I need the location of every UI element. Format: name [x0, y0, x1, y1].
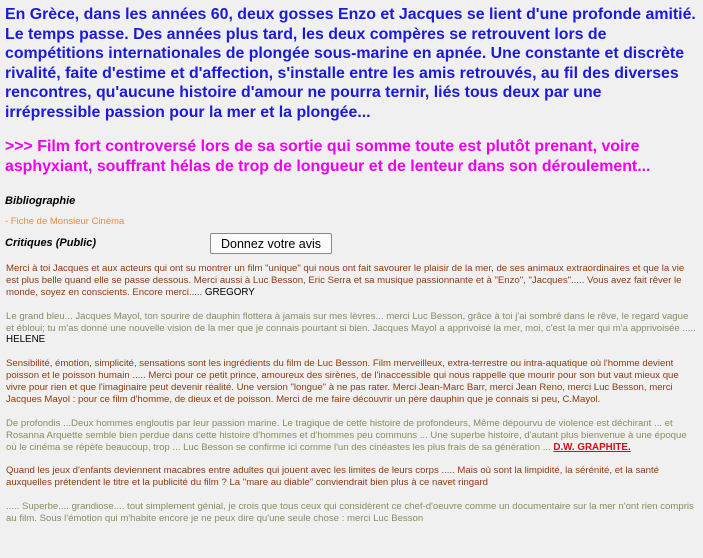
review-author-link[interactable]: D.W. GRAPHITE.: [553, 441, 631, 453]
review-item: [6, 418, 698, 454]
film-synopsis: En Grèce, dans les années 60, deux gosses Enzo et Jacques se lient d'une profonde amitié. Le temps passe. Des années plus tard, les deux compères se retrouvent lors de compétitions internationales de plongée sous-marine en apnée. Une constante et discrète rivalité, faite d'estime et d'affection, s'installe entre les amis retrouvés, au fil des diverses rencontres, qu'aucune histoire d'amour ne pourra ternir, liés tous deux par une irrépressible passion pour la mer et la plongée...: [5, 6, 696, 121]
review-text: Sensibilité, émotion, simplicité, sensations sont les ingrédients du film de Luc Besson. Film merveilleux, extra-terrestre ou intra-aquatique où l'homme devient poisson et le poisson humain ..... Merci pour ce petit prince, amoureux des sirènes, de l'inaccessible qui nous rappelle que mourir pour son but vaut mieux que vivre pour rien et que l'imaginaire peut devenir réalité. Une version "longue" à ne pas rater. Merci Jean-Marc Barr, merci Jean Reno, merci Luc Besson, merci Jacques Mayol : pour ce film d'homme, de dieux et de poisson. Merci de me faire découvrir un père dauphin que je connais si peu, C.Mayol.: [6, 358, 679, 405]
critiques-public-heading: Critiques (Public): [5, 237, 97, 249]
review-text: Merci à toi Jacques et aux acteurs qui ont su montrer un film "unique" qui nous ont fait savourer le plaisir de la mer, de ses animaux extraordinaires et que la vie est plus belle quand elle se passe dessous. Merci aussi à Luc Besson, Eric Serra et sa musique passionnante et à "Enzo", "Jacques"..... Vous avez fait rêver le monde, soyez en conscients. Encore merci.....: [6, 263, 685, 298]
fiche-monsieur-cinema-link[interactable]: - Fiche de Monsieur Cinéma: [5, 216, 125, 227]
review-item: [6, 358, 698, 406]
review-item: [6, 263, 698, 299]
review-text: ..... Superbe.... grandiose.... tout simplement génial, je crois que tous ceux qui considèrent ce chef-d'oeuvre comme un documentaire sur la mer n'ont rien compris au film. Sous l'émotion qui m'habite encore je ne peux dire qu'une seule chose : merci Luc Besson: [6, 501, 694, 524]
bibliographie-heading: Bibliographie: [5, 195, 76, 207]
review-text: Le grand bleu... Jacques Mayol, ton sourire de dauphin flottera à jamais sur mes lèvres... merci Luc Besson, grâce à toi j'ai sombré dans le rêve, le regard vague et ébloui; tu m'as donné une nouvelle vision de la mer que je connais pourtant si bien. Jacques Mayol a apprivoisé la mer, moi, c'est la mer qui m'a apprivoisée .....: [6, 310, 696, 334]
review-item: [6, 311, 698, 347]
review-text: De profondis ...Deux hommes engloutis par leur passion marine. Le tragique de cette histoire de profondeurs, Même dépourvu de violence est déchirant ... et Rosanna Arquette semble bien perdue dans cette histoire d'hommes et d'hommes peu communs ... Une superbe histoire, d'autant plus bienvenue à une époque où le cinéma se répète beaucoup, trop ... Luc Besson se confirme ici comme l'un des cinéastes les plus frais de sa génération ...: [6, 417, 687, 453]
film-verdict: >>> Film fort controversé lors de sa sortie qui somme toute est plutôt prenant, voire asphyxiant, souffrant hélas de trop de longueur et de lenteur dans son déroulement...: [5, 138, 651, 175]
review-author: HELENE: [6, 334, 46, 346]
reviews-list: [6, 263, 698, 537]
donnez-votre-avis-button[interactable]: Donnez votre avis: [210, 233, 332, 254]
review-item: [6, 465, 698, 489]
review-item: [6, 501, 698, 525]
review-text: Quand les jeux d'enfants deviennent macabres entre adultes qui jouent avec les limites de leurs corps ..... Mais où sont la limpidité, la sérénité, et la santé auxquelles prétendent le titre et la publicité du film ? La "mare au diable" conviendrait bien plus à ce navet ringard: [6, 465, 659, 489]
review-author: GREGORY: [204, 286, 255, 298]
